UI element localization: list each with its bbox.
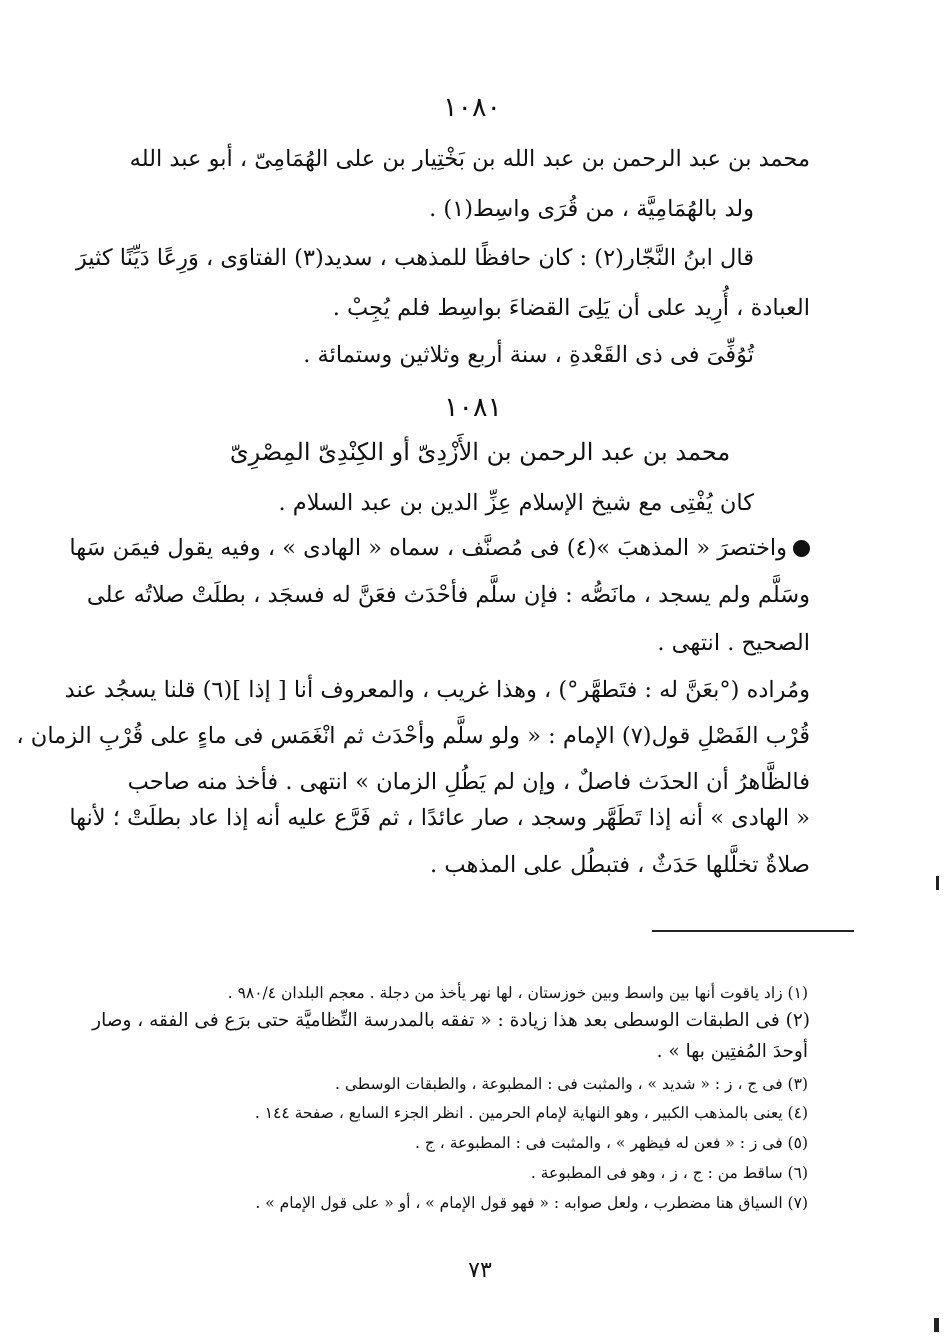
footnote-continuation: أوحدَ المُفتِين بها » . — [656, 1041, 808, 1062]
body-line: قال ابنُ النَّجّار(٢) : كان حافظًا للمذهب ، سديد(٣) الفتاوَى ، وَرِعًا دَيِّنًا كثيرَ — [75, 245, 754, 271]
bullet-icon — [793, 540, 810, 557]
body-line: وسَلَّم ولم يسجد ، مانَصُّه : فإن سلَّم فأحْدَث فعَنَّ له فسجَد ، بطلَتْ صلاتُه على — [86, 582, 810, 608]
footnote: (٣) فى ج ، ز : « شديد » ، والمثبت فى : المطبوعة ، والطبقات الوسطى . — [335, 1075, 808, 1093]
body-line: ومُراده (°بعَنَّ له : فتَطهَّر°) ، وهذا غريب ، والمعروف أنا [ إذا ](٦) قلنا يسجُد عند — [64, 677, 810, 703]
footnote: (١) زاد ياقوت أنها بين واسط وبين خوزستان ، لها نهر يأخذ من دجلة . معجم البلدان ٩٨٠/٤ . — [227, 984, 808, 1002]
entry-number: ١٠٨١ — [443, 392, 502, 423]
body-line: « الهادى » أنه إذا تَطَهَّر وسجد ، صار عائدًا ، ثم فَرَّع عليه أنه إذا عاد بطلَتْ ؛ لأنها — [69, 805, 810, 831]
footnote: (٢) فى الطبقات الوسطى بعد هذا زيادة : « تفقه بالمدرسة النِّظاميَّة حتى برَع فى الفقه ، وصار — [92, 1010, 810, 1031]
body-line: واختصرَ « المذهبَ »(٤) فى مُصنَّف ، سماه « الهادى » ، وفيه يقول فيمَن سَها — [135, 535, 810, 561]
body-line: كان يُفْتِى مع شيخ الإسلام عِزِّ الدين بن عبد السلام . — [278, 490, 754, 516]
entry-number: ١٠٨٠ — [442, 92, 501, 123]
footnote-separator — [652, 930, 854, 932]
body-line: صلاةٌ تخلَّلها حَدَثٌ ، فتبطُل على المذهب . — [430, 852, 810, 878]
body-line: الصحيح . انتهى . — [657, 630, 810, 656]
birth-line: ولد بالهُمَامِيَّة ، من قُرَى واسِط(١) . — [429, 196, 754, 222]
entry-name-line: محمد بن عبد الرحمن بن عبد الله بن بَخْتِيار بن على الهُمَامِىّ ، أبو عبد الله — [129, 146, 810, 172]
footnote: (٧) السياق هنا مضطرب ، ولعل صوابه : « فهو قول الإمام » ، أو « على قول الإمام » . — [255, 1194, 808, 1212]
footnote: (٤) يعنى بالمذهب الكبير ، وهو النهاية لإمام الحرمين . انظر الجزء السابع ، صفحة ١٤٤ . — [254, 1104, 808, 1122]
scan-speck — [934, 1318, 939, 1332]
body-line: العبادة ، أُرِيد على أن يَلِىَ القضاءَ بواسِط فلم يُجِبْ . — [332, 295, 810, 321]
entry-heading: محمد بن عبد الرحمن بن الأَزْدِىّ أو الكِنْدِىّ المِصْرِىّ — [229, 438, 731, 466]
scan-speck — [936, 876, 939, 890]
footnote: (٥) فى ز : « فعن له فيظهر » ، والمثبت فى : المطبوعة ، ج . — [415, 1134, 808, 1152]
page-number: ٧٣ — [468, 1258, 492, 1283]
body-line: قُرْب الفَصْلِ قول(٧) الإمام : « ولو سلَّم وأحْدَث ثم انْغَمَس فى ماءٍ على قُرْبِ الزمان ، — [16, 723, 810, 749]
footnote: (٦) ساقط من : ج ، ز ، وهو فى المطبوعة . — [530, 1164, 808, 1182]
body-line: فالظَّاهرُ أن الحدَث فاصلٌ ، وإن لم يَطُلِ الزمان » انتهى . فأخذ منه صاحب — [127, 769, 810, 795]
death-line: تُوُفِّىَ فى ذى القَعْدةِ ، سنة أربع وثلاثين وستمائة . — [303, 342, 754, 368]
